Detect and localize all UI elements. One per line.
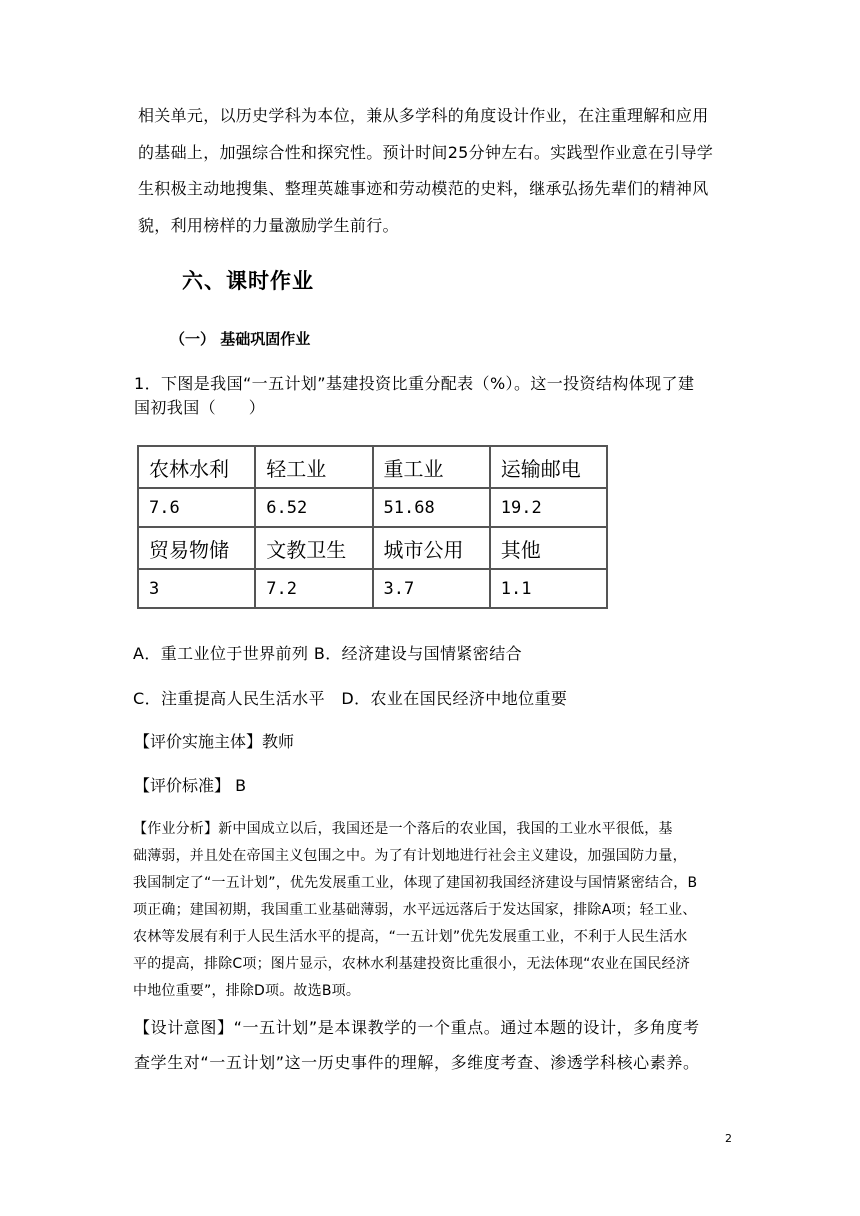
intro-line: 生积极主动地搜集、整理英雄事迹和劳动模范的史料，继承弘扬先辈们的精神风 bbox=[138, 179, 709, 198]
table-cell: 3.7 bbox=[373, 569, 490, 608]
analysis-line: 平的提高，排除C项；图片显示，农林水利基建投资比重很小，无法体现“农业在国民经济 bbox=[133, 956, 691, 972]
table-cell: 文教卫生 bbox=[255, 527, 372, 569]
table-cell: 城市公用 bbox=[373, 527, 490, 569]
analysis-paragraph bbox=[133, 816, 733, 1005]
page-number: 2 bbox=[725, 1132, 732, 1145]
table-cell: 19.2 bbox=[490, 488, 607, 527]
analysis-line: 【作业分析】新中国成立以后，我国还是一个落后的农业国，我国的工业水平很低，基 bbox=[133, 821, 673, 837]
table-row bbox=[138, 569, 607, 608]
table-cell: 贸易物储 bbox=[138, 527, 255, 569]
options-line-2: C．注重提高人民生活水平 D．农业在国民经济中地位重要 bbox=[133, 689, 568, 708]
table-cell: 3 bbox=[138, 569, 255, 608]
table-cell: 运输邮电 bbox=[490, 446, 607, 488]
intro-line: 的基础上，加强综合性和探究性。预计时间25分钟左右。实践型作业意在引导学 bbox=[138, 142, 714, 162]
intro-paragraph bbox=[138, 98, 738, 244]
table-cell: 轻工业 bbox=[255, 446, 372, 488]
design-line: 查学生对“一五计划”这一历史事件的理解，多维度考查、渗透学科核心素养。 bbox=[134, 1053, 700, 1072]
options-line-1: A．重工业位于世界前列 B．经济建设与国情紧密结合 bbox=[133, 644, 523, 663]
table-cell: 51.68 bbox=[373, 488, 490, 527]
analysis-line: 中地位重要”，排除D项。故选B项。 bbox=[133, 983, 361, 999]
table-cell: 1.1 bbox=[490, 569, 607, 608]
analysis-line: 项正确；建国初期，我国重工业基础薄弱，水平远远落后于发达国家，排除A项；轻工业、 bbox=[133, 902, 697, 918]
question-line-1: 1．下图是我国“一五计划”基建投资比重分配表（%）。这一投资结构体现了建 bbox=[134, 374, 695, 393]
table-cell: 6.52 bbox=[255, 488, 372, 527]
intro-line: 貌，利用榜样的力量激励学生前行。 bbox=[138, 215, 399, 235]
table-cell: 7.2 bbox=[255, 569, 372, 608]
eval-standard: 【评价标准】 B bbox=[134, 776, 247, 795]
table-row bbox=[138, 446, 607, 488]
design-line: 【设计意图】“一五计划”是本课教学的一个重点。通过本题的设计，多角度考 bbox=[134, 1018, 700, 1037]
section-title: 六、课时作业 bbox=[182, 269, 314, 293]
question-line-2: 国初我国（ ） bbox=[134, 398, 266, 417]
intro-line: 相关单元，以历史学科为本位，兼从多学科的角度设计作业，在注重理解和应用 bbox=[138, 106, 709, 125]
table-cell: 农林水利 bbox=[138, 446, 255, 488]
analysis-line: 础薄弱，并且处在帝国主义包围之中。为了有计划地进行社会主义建设，加强国防力量， bbox=[133, 848, 687, 864]
table-row bbox=[138, 488, 607, 527]
eval-subject: 【评价实施主体】教师 bbox=[134, 732, 295, 751]
subsection-title: （一） 基础巩固作业 bbox=[170, 330, 311, 348]
design-paragraph bbox=[134, 1010, 734, 1080]
table-cell: 7.6 bbox=[138, 488, 255, 527]
analysis-line: 农林等发展有利于人民生活水平的提高，“一五计划”优先发展重工业，不利于人民生活水 bbox=[133, 929, 688, 945]
table-row bbox=[138, 527, 607, 569]
investment-table bbox=[137, 445, 608, 609]
table-cell: 重工业 bbox=[373, 446, 490, 488]
analysis-line: 我国制定了“一五计划”，优先发展重工业，体现了建国初我国经济建设与国情紧密结合，B bbox=[133, 875, 698, 891]
table-cell: 其他 bbox=[490, 527, 607, 569]
